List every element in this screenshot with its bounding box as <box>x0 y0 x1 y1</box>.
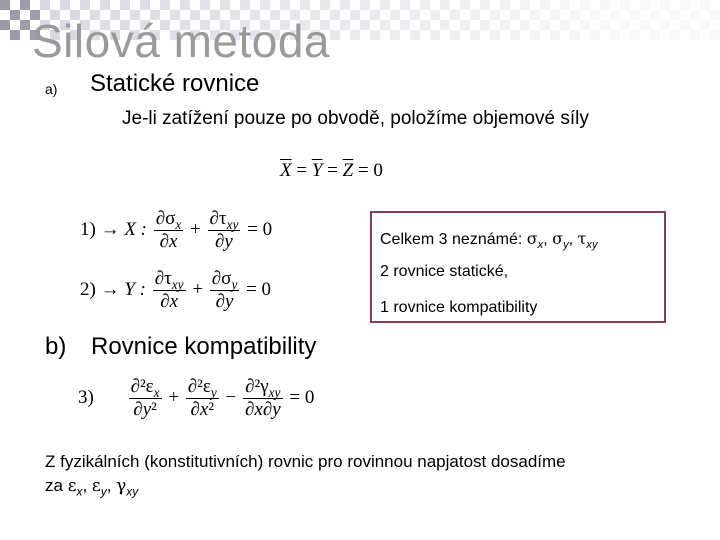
equation-3-term-3: $\frac{\partial^2\gamma_{xy}}{\partial x\partial y}$ <box>244 376 281 420</box>
section-b-heading <box>45 333 316 361</box>
equation-3-rhs: = 0 <box>289 386 315 408</box>
equation-3-term-2: $\frac{\partial^2\varepsilon_y}{\text{∂x²}}$ <box>187 376 217 420</box>
box-line-compatibility: 1 rovnice kompatibility <box>380 299 538 316</box>
equation-3-term-1: $\frac{\partial^2\varepsilon_x}{\text{∂y²}}$ <box>130 376 160 420</box>
equation-2-term-2: $\frac{\partial\sigma_y}{\partial y}$ <box>211 268 238 312</box>
equation-2-label: 2) <box>80 278 96 300</box>
slide-title: Silová metoda <box>32 15 330 67</box>
equation-1: 1) → X : $\frac{\partial\sigma_x}{\partial x}$ + $\frac{\partial\tau_{xy}}{\partial y}$ = 0 <box>80 208 273 252</box>
unknowns-summary-box <box>370 211 666 323</box>
section-a-label: Statické rovnice <box>90 70 260 97</box>
equation-1-term-1: $\frac{\partial\sigma_x}{\partial x}$ <box>155 208 182 252</box>
section-b-marker: b) <box>45 333 67 360</box>
paragraph-constitutive-line-2: za $\varepsilon_x$, $\varepsilon_y$, $\gamma_{xy}$ <box>45 476 139 499</box>
equation-2: 2) → Y : $\frac{\partial\tau_{xy}}{\partial x}$ + $\frac{\partial\sigma_y}{\partial y}$ = 0 <box>80 268 272 312</box>
equation-2-rhs: = 0 <box>246 278 272 300</box>
equation-2-lhs: Y : <box>124 278 146 300</box>
equation-2-term-1: $\frac{\partial\tau_{xy}}{\partial x}$ <box>154 268 184 312</box>
paragraph-constitutive <box>45 450 685 498</box>
paragraph-body-forces: Je-li zatížení pouze po obvodě, položíme objemové síly <box>122 108 589 129</box>
equation-1-term-2: $\frac{\partial\tau_{xy}}{\partial y}$ <box>209 208 239 252</box>
equation-3-label: 3) <box>78 386 94 408</box>
equation-1-lhs: X : <box>124 218 148 240</box>
equation-3: 3) $\frac{\partial^2\varepsilon_x}{\text{∂y²}}$ + $\frac{\partial^2\varepsilon_y}{\text{∂x²}}$ − $\frac{\partial^2\gamma_{xy}}{\partial x\partial y}$ = 0 <box>78 376 315 420</box>
equation-1-label: 1) <box>80 218 96 240</box>
section-a-marker: a) <box>45 81 58 97</box>
equation-body-forces-zero: $\overline{X} = \overline{Y} = \overline{Z} = 0$ <box>280 160 383 181</box>
box-line-unknowns: Celkem 3 neznámé: $\sigma_x$, $\sigma_y$, $\tau_{xy}$ <box>380 229 598 252</box>
paragraph-constitutive-line-1: Z fyzikálních (konstitutivních) rovnic pro rovinnou napjatost dosadíme <box>45 452 566 471</box>
box-line-static: 2 rovnice statické, <box>380 263 509 280</box>
section-b-label: Rovnice kompatibility <box>91 333 317 360</box>
equation-1-rhs: = 0 <box>247 218 273 240</box>
